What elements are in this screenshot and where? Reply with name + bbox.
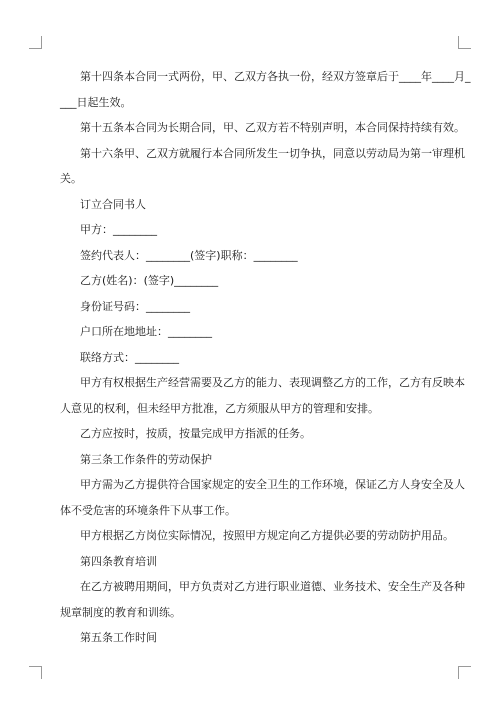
text-line: 甲方有权根据生产经营需要及乙方的能力、表现调整乙方的工作，乙方有反映本 (80, 376, 465, 389)
text-line: 体不受危害的环境条件下从事工作。 (60, 503, 236, 517)
party-b-field: 乙方(姓名)：(签字)________ (80, 274, 219, 287)
text-line: 在乙方被聘用期间，甲方负责对乙方进行职业道德、业务技术、安全生产及各种 (80, 580, 465, 593)
section-heading: 第三条工作条件的劳动保护 (80, 452, 212, 466)
crop-mark-bottom-right (458, 666, 471, 679)
text-line: 规章制度的教育和训练。 (60, 605, 181, 619)
text-line: ___日起生效。 (60, 95, 132, 109)
section-heading: 订立合同书人 (80, 197, 146, 211)
section-heading: 第四条教育培训 (80, 554, 157, 568)
address-field: 户口所在地地址：________ (80, 325, 212, 338)
text-line: 甲方需为乙方提供符合国家规定的安全卫生的工作环境，保证乙方人身安全及人 (80, 478, 465, 491)
crop-mark-bottom-left (29, 666, 42, 679)
text-line: 人意见的权利，但未经甲方批准，乙方须服从甲方的管理和安排。 (60, 401, 379, 415)
text-line: 第十五条本合同为长期合同，甲、乙双方若不特别声明，本合同保持持续有效。 (80, 121, 465, 134)
text-line: 乙方应按时，按质，按量完成甲方指派的任务。 (80, 427, 311, 440)
text-line: 第十六条甲、乙双方就履行本合同所发生一切争执，同意以劳动局为第一审理机 (80, 146, 465, 160)
document-body (60, 64, 471, 651)
crop-mark-top-right (458, 36, 471, 49)
text-line: 第十四条本合同一式两份，甲、乙双方各执一份，经双方签章后于____年____月_ (80, 70, 471, 83)
representative-field: 签约代表人：________(签字)职称：________ (80, 248, 298, 262)
text-line: 甲方根据乙方岗位实际情况，按照甲方规定向乙方提供必要的劳动防护用品。 (80, 529, 454, 542)
contact-field: 联络方式：________ (80, 350, 179, 364)
text-line: 关。 (60, 172, 82, 185)
id-number-field: 身份证号码：________ (80, 299, 190, 313)
crop-mark-top-left (29, 36, 42, 49)
section-heading: 第五条工作时间 (80, 631, 157, 644)
party-a-field: 甲方：________ (80, 223, 157, 236)
